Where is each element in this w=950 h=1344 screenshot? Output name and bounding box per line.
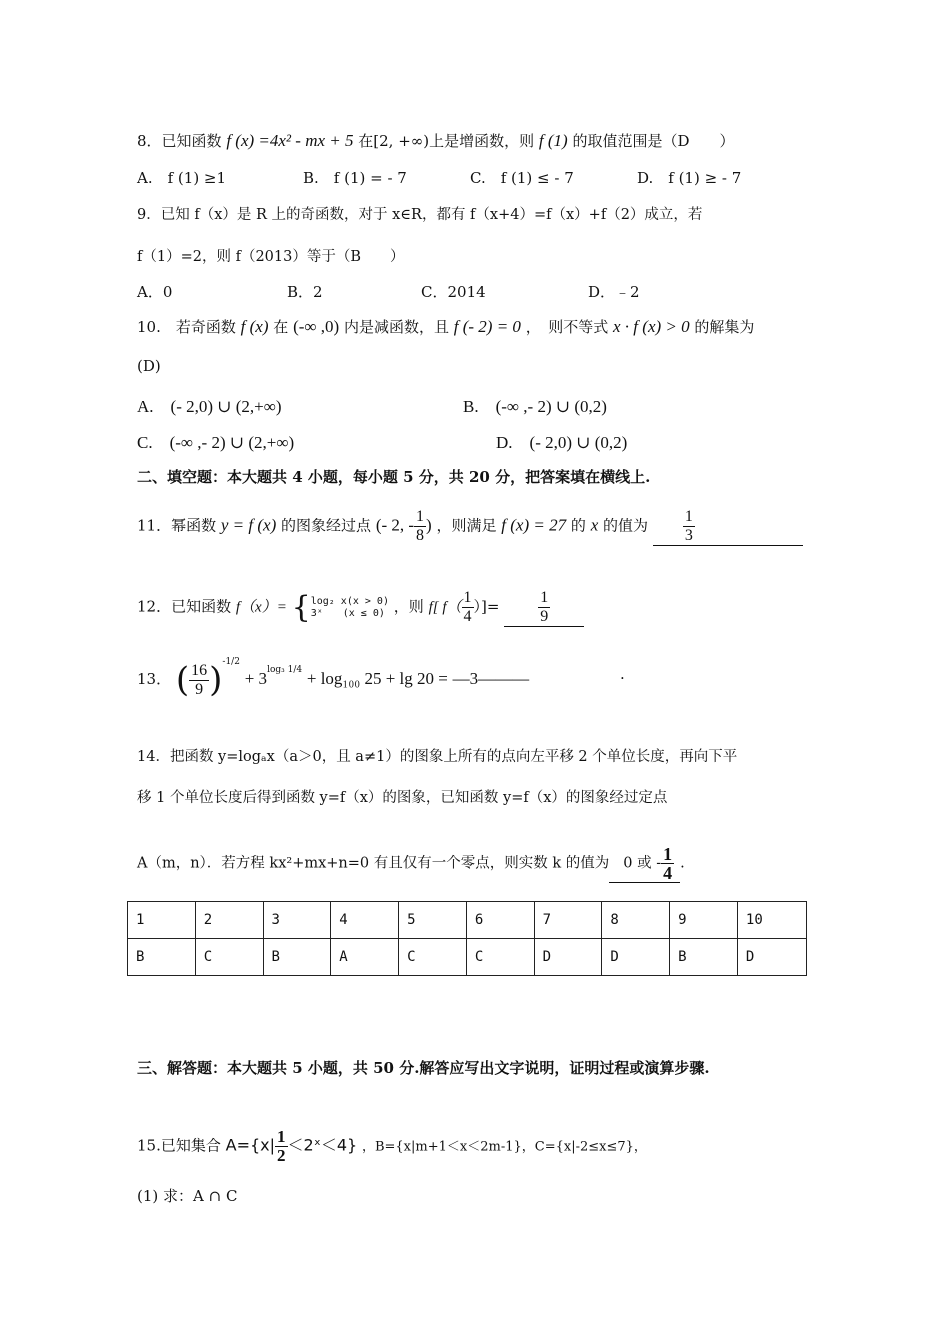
q15-set-a-close: ＜2ˣ＜4} — [287, 1135, 358, 1155]
table-answer-cell: C — [195, 939, 263, 976]
q11-answer-num: 1 — [684, 508, 693, 525]
q11-answer-den: 3 — [684, 527, 693, 544]
q13-paren-open: ( — [175, 660, 190, 700]
q14-line2: 移 1 个单位长度后得到函数 y=f（x）的图象，已知函数 y=f（x）的图象经过定点 — [137, 790, 668, 806]
q15-text-b: ，B={x|m+1＜x＜2m-1}，C={x|-2≤x≤7}， — [361, 1139, 647, 1155]
q10-text-d: ， 则不等式 — [525, 318, 609, 336]
q12-ff-close: ）]= — [473, 597, 500, 616]
q10-text-e: 的解集为 — [694, 318, 755, 336]
q12-answer-blank — [504, 589, 584, 627]
q10-interval: (-∞ ,0) — [293, 317, 340, 336]
table-answer-cell: B — [670, 939, 738, 976]
q8-option-a: A. f (1) ≥1 — [137, 169, 227, 187]
q13-label: 13． — [137, 670, 172, 688]
table-answer-cell: B — [263, 939, 331, 976]
table-header-cell: 8 — [602, 902, 670, 939]
q13-period: . — [620, 665, 625, 683]
section2-heading: 二、填空题：本大题共 4 小题，每小题 5 分，共 20 分，把答案填在横线上. — [137, 468, 651, 486]
q13-answer: —3——— — [452, 669, 530, 688]
table-header-cell: 5 — [399, 902, 467, 939]
q14-text: A（m，n）．若方程 kx²+mx+n=0 有且仅有一个零点，则实数 k 的值为 — [137, 855, 610, 872]
q15-part1: (1) 求：A ∩ C — [137, 1187, 238, 1205]
q15-text-a: 15.已知集合 — [137, 1136, 221, 1155]
table-header-cell: 4 — [331, 902, 399, 939]
q13-log-exponent: log₃ 1/4 — [267, 665, 303, 675]
q14-period: . — [680, 855, 685, 872]
q10-option-a: A. (- 2,0) ∪ (2,+∞) — [137, 397, 282, 416]
q8-line — [137, 130, 735, 151]
table-answer-cell: B — [128, 939, 196, 976]
q11-text-e: 的值为 — [603, 516, 649, 535]
q12-case1: log₂ x(x > 0) — [310, 595, 389, 607]
q11-function: y = f (x) — [220, 515, 277, 535]
q12-line — [137, 589, 584, 627]
q11-point-close: ) — [426, 515, 432, 535]
q12-answer-den: 9 — [540, 608, 549, 625]
q14-answer-fraction — [661, 845, 674, 882]
q13-paren-close: ) — [209, 660, 223, 700]
table-header-cell: 2 — [195, 902, 263, 939]
q10-option-d: D. (- 2,0) ∪ (0,2) — [496, 433, 628, 452]
q12-answer-fraction — [538, 589, 550, 626]
q8-mid: 在[2, +∞)上是增函数，则 — [358, 132, 535, 150]
q10-line1 — [137, 316, 754, 337]
q10-fx: f (x) — [240, 317, 269, 336]
q9-line1: 9．已知 f（x）是 R 上的奇函数，对于 x∈R，都有 f（x+4）=f（x）+f（2）成立，若 — [137, 207, 703, 223]
q14-answer-blank — [609, 845, 680, 883]
q14-answer-num: 1 — [663, 844, 673, 864]
table-header-cell: 10 — [737, 902, 806, 939]
q14-line1: 14．把函数 y=logₐx（a＞0，且 a≠1）的图象上所有的点向左平移 2 个单位长度，再向下平 — [137, 749, 738, 765]
q11-text-b: 的图象经过点 — [281, 516, 372, 535]
q11-answer-blank — [653, 508, 803, 546]
q12-text-a: 12．已知函数 — [137, 597, 232, 616]
q12-arg-den: 4 — [463, 608, 472, 625]
q9-option-c: C．2014 — [421, 283, 486, 301]
q9-option-d: D．﹣2 — [588, 283, 640, 301]
q14-answer-den: 4 — [663, 863, 673, 883]
q11-point-num: 1 — [416, 508, 425, 525]
q10-inequality: x · f (x) > 0 — [613, 317, 690, 336]
q14-answer: 0 或 - — [623, 855, 662, 872]
table-answer-cell: A — [331, 939, 399, 976]
answer-table-answer-row — [128, 939, 807, 976]
q9-option-a: A．0 — [137, 283, 173, 301]
answer-table — [127, 901, 807, 976]
table-answer-cell: C — [399, 939, 467, 976]
q13-base-fraction — [189, 662, 209, 699]
q10-text-c: 内是减函数，且 — [343, 318, 449, 336]
q13-exponent: -1/2 — [222, 657, 240, 667]
q11-text-d: 的 — [570, 516, 586, 535]
q11-condition: f (x) = 27 — [501, 515, 567, 535]
q12-arg-fraction — [462, 589, 474, 626]
table-answer-cell: D — [534, 939, 602, 976]
section3-heading: 三、解答题：本大题共 5 小题，共 50 分.解答应写出文字说明，证明过程或演算步骤. — [137, 1059, 710, 1077]
q11-text-c: ，则满足 — [436, 516, 497, 535]
q11-line — [137, 508, 803, 546]
q10-option-b: B. (-∞ ,- 2) ∪ (0,2) — [463, 397, 607, 416]
q8-function: f (x) =4x² - mx + 5 — [226, 131, 354, 150]
q10-condition: f (- 2) = 0 — [453, 317, 521, 336]
q9-option-b: B．2 — [287, 283, 323, 301]
q13-rest: + log₁₀₀ 25 + lg 20 = — [306, 669, 448, 688]
q12-fx: f（x）= — [235, 599, 287, 616]
table-header-cell: 3 — [263, 902, 331, 939]
q10-text-b: 在 — [273, 318, 289, 336]
q15-set-a-num: 1 — [277, 1127, 286, 1146]
table-answer-cell: D — [737, 939, 806, 976]
q12-brace: { — [291, 590, 311, 625]
q10-text-a: 10. 若奇函数 — [137, 318, 236, 336]
table-header-cell: 6 — [466, 902, 534, 939]
q13-base-num: 16 — [191, 661, 208, 679]
table-answer-cell: D — [602, 939, 670, 976]
q8-option-c: C. f (1) ≤ - 7 — [470, 169, 574, 187]
q13-plus-three: + 3 — [244, 669, 268, 688]
q12-case2: 3ˣ (x ≤ 0) — [310, 607, 385, 619]
q15-line — [137, 1128, 647, 1165]
q12-arg-num: 1 — [463, 589, 472, 606]
table-header-cell: 9 — [670, 902, 738, 939]
q8-f1: f (1) — [538, 131, 568, 150]
table-answer-cell: C — [466, 939, 534, 976]
q11-x: x — [590, 515, 599, 535]
q8-suffix: 的取值范围是（D ） — [572, 132, 735, 150]
q8-option-b: B. f (1) = - 7 — [303, 169, 407, 187]
q8-option-d: D. f (1) ≥ - 7 — [637, 169, 742, 187]
q12-ff-open: f[ f（ — [428, 599, 462, 616]
q12-text-b: ，则 — [393, 597, 424, 616]
q12-answer-num: 1 — [540, 589, 549, 606]
q9-line2: f（1）=2，则 f（2013）等于（B ） — [137, 249, 405, 265]
q15-set-a-den: 2 — [277, 1146, 286, 1165]
q15-set-a-open: A={x| — [225, 1135, 276, 1155]
q11-point-den: 8 — [416, 527, 425, 544]
q15-set-a-fraction — [275, 1128, 288, 1165]
q13-base-den: 9 — [195, 680, 204, 698]
table-header-cell: 1 — [128, 902, 196, 939]
table-header-cell: 7 — [534, 902, 602, 939]
q10-option-c: C. (-∞ ,- 2) ∪ (2,+∞) — [137, 433, 295, 452]
q11-text-a: 11．幂函数 — [137, 516, 217, 535]
q10-answer: (D) — [137, 357, 161, 375]
answer-table-header-row — [128, 902, 807, 939]
q11-answer-fraction — [683, 508, 695, 545]
q8-prefix: 8．已知函数 — [137, 132, 222, 150]
q13-line — [137, 657, 530, 700]
q11-point-open: (- 2, - — [375, 515, 415, 535]
q12-cases — [311, 596, 389, 620]
q14-line3 — [137, 845, 685, 883]
q11-point-fraction — [414, 508, 426, 545]
